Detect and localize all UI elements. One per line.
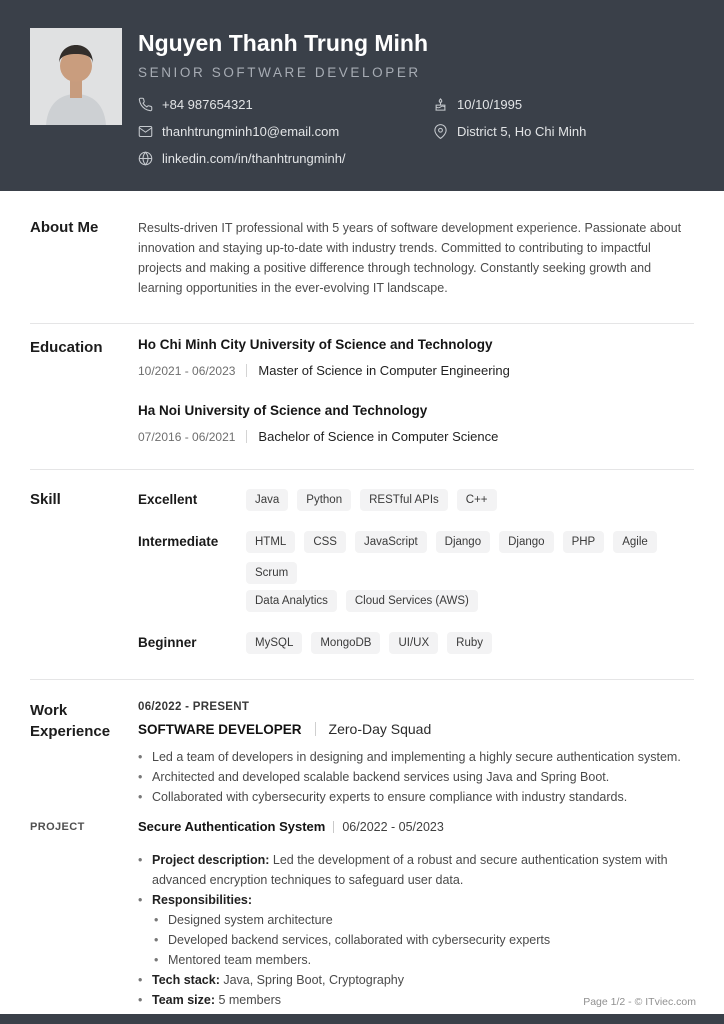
- person-name: Nguyen Thanh Trung Minh: [138, 30, 429, 56]
- education-section-label: Education: [30, 339, 103, 356]
- skill-group-intermediate: [138, 531, 694, 612]
- detail-lead: Project description:: [152, 853, 270, 867]
- page-footer: Page 1/2 - © ITviec.com: [583, 996, 696, 1008]
- vertical-separator: [246, 364, 247, 377]
- skill-tag: RESTful APIs: [360, 489, 448, 511]
- education-item: [138, 403, 694, 444]
- skill-tag: Django: [499, 531, 553, 553]
- phone-icon: [138, 97, 153, 112]
- responsibility-sublist: [154, 910, 694, 970]
- experience-period: 06/2022 - PRESENT: [138, 701, 250, 713]
- responsibility-item: • Designed system architecture: [154, 913, 333, 927]
- vertical-separator: [246, 430, 247, 443]
- skill-group-excellent: [138, 489, 694, 511]
- experience-role: SOFTWARE DEVELOPER: [138, 721, 302, 737]
- project-detail: • Project description: Led the development of a robust and secure authentication system with advanced encryption techniques to safeguard user data.: [138, 853, 668, 887]
- map-pin-icon: [433, 124, 448, 139]
- detail-text: Led the development of a robust and secure authentication system with advanced encryption techniques to safeguard user data.: [152, 853, 668, 887]
- education-period: 07/2016 - 06/2021: [138, 429, 236, 444]
- skill-tag: Scrum: [246, 562, 297, 584]
- detail-lead: Tech stack:: [152, 973, 220, 987]
- skill-tag: Agile: [613, 531, 657, 553]
- skill-group-beginner: [138, 632, 694, 654]
- section-project: [30, 819, 694, 1010]
- section-divider: [30, 323, 694, 324]
- skill-tag: JavaScript: [355, 531, 427, 553]
- responsibility-item: • Mentored team members.: [154, 953, 312, 967]
- email-value[interactable]: thanhtrungminh10@email.com: [162, 123, 340, 139]
- section-education: [30, 337, 694, 444]
- project-section-label: PROJECT: [30, 821, 85, 833]
- experience-bullet: • Architected and developed scalable backend services using Java and Spring Boot.: [138, 770, 610, 784]
- degree-name: Master of Science in Computer Engineering: [258, 363, 510, 378]
- education-item: [138, 337, 694, 378]
- skill-tag: Django: [436, 531, 490, 553]
- envelope-icon: [138, 124, 153, 139]
- contact-item-location: [433, 124, 694, 139]
- job-title: SENIOR SOFTWARE DEVELOPER: [138, 65, 421, 80]
- person-portrait-placeholder: [30, 28, 122, 125]
- project-detail: • Team size: 5 members: [138, 993, 281, 1007]
- skill-tag: CSS: [304, 531, 346, 553]
- phone-value: +84 987654321: [162, 96, 253, 112]
- section-skill: [30, 489, 694, 654]
- skill-tag: MySQL: [246, 632, 302, 654]
- skill-tag: Ruby: [447, 632, 492, 654]
- section-work-experience: [30, 700, 694, 807]
- skill-level-label: Beginner: [138, 635, 197, 650]
- resume-body: [0, 217, 724, 1010]
- experience-bullet-list: [138, 747, 694, 807]
- bottom-accent-bar: [0, 1014, 724, 1024]
- contact-item-email: [138, 124, 433, 139]
- skill-tag: Python: [297, 489, 351, 511]
- skill-tag: UI/UX: [389, 632, 438, 654]
- experience-bullet: • Collaborated with cybersecurity experts to ensure compliance with industry standards.: [138, 790, 628, 804]
- profile-photo: [30, 28, 122, 125]
- vertical-separator: [315, 722, 316, 736]
- section-divider: [30, 679, 694, 680]
- globe-icon: [138, 151, 153, 166]
- skill-tag: PHP: [563, 531, 605, 553]
- skill-tag: HTML: [246, 531, 295, 553]
- experience-company: Zero-Day Squad: [328, 721, 432, 737]
- resume-header: [0, 0, 724, 191]
- skill-section-label: Skill: [30, 491, 61, 508]
- contact-item-phone: [138, 97, 433, 112]
- school-name: Ho Chi Minh City University of Science and Technology: [138, 337, 493, 352]
- skill-tag: Java: [246, 489, 288, 511]
- education-period: 10/2021 - 06/2023: [138, 363, 236, 378]
- about-section-label: About Me: [30, 219, 99, 236]
- skill-tag: Data Analytics: [246, 590, 337, 612]
- header-info: [138, 28, 694, 191]
- skill-tag: C++: [457, 489, 497, 511]
- detail-lead: Responsibilities:: [152, 893, 253, 907]
- project-detail-list: [138, 850, 694, 1010]
- birthday-value: 10/10/1995: [457, 96, 523, 112]
- project-detail: • Responsibilities:: [138, 893, 253, 907]
- degree-name: Bachelor of Science in Computer Science: [258, 429, 499, 444]
- skill-level-label: Intermediate: [138, 534, 219, 549]
- section-about: [30, 217, 694, 298]
- contact-item-website: [138, 151, 433, 166]
- work-experience-section-label: Work Experience: [30, 702, 111, 740]
- project-detail: • Tech stack: Java, Spring Boot, Cryptography: [138, 973, 404, 987]
- school-name: Ha Noi University of Science and Technology: [138, 403, 428, 418]
- responsibility-item: • Developed backend services, collaborated with cybersecurity experts: [154, 933, 551, 947]
- detail-text: Java, Spring Boot, Cryptography: [219, 973, 404, 987]
- project-period: 06/2022 - 05/2023: [342, 819, 444, 834]
- skill-tag: Cloud Services (AWS): [346, 590, 478, 612]
- cake-icon: [433, 97, 448, 112]
- section-divider: [30, 469, 694, 470]
- vertical-separator: [333, 821, 334, 833]
- detail-lead: Team size:: [152, 993, 215, 1007]
- skill-tag: MongoDB: [311, 632, 380, 654]
- detail-text: 5 members: [215, 993, 281, 1007]
- skill-level-label: Excellent: [138, 492, 198, 507]
- about-text: Results-driven IT professional with 5 years of software development experience. Passionate about innovation and staying up-to-date with industry trends. Committed to contributing to impactful projects and making a positive difference through technology. Constantly seeking growth and learning opportunities in the ever-evolving IT landscape.: [138, 221, 682, 295]
- project-name: Secure Authentication System: [138, 819, 326, 834]
- contact-list: [138, 97, 694, 166]
- contact-item-birthday: [433, 97, 694, 112]
- website-value[interactable]: linkedin.com/in/thanhtrungminh/: [162, 150, 346, 166]
- experience-bullet: • Led a team of developers in designing and implementing a highly secure authentication system.: [138, 750, 681, 764]
- location-value: District 5, Ho Chi Minh: [457, 123, 587, 139]
